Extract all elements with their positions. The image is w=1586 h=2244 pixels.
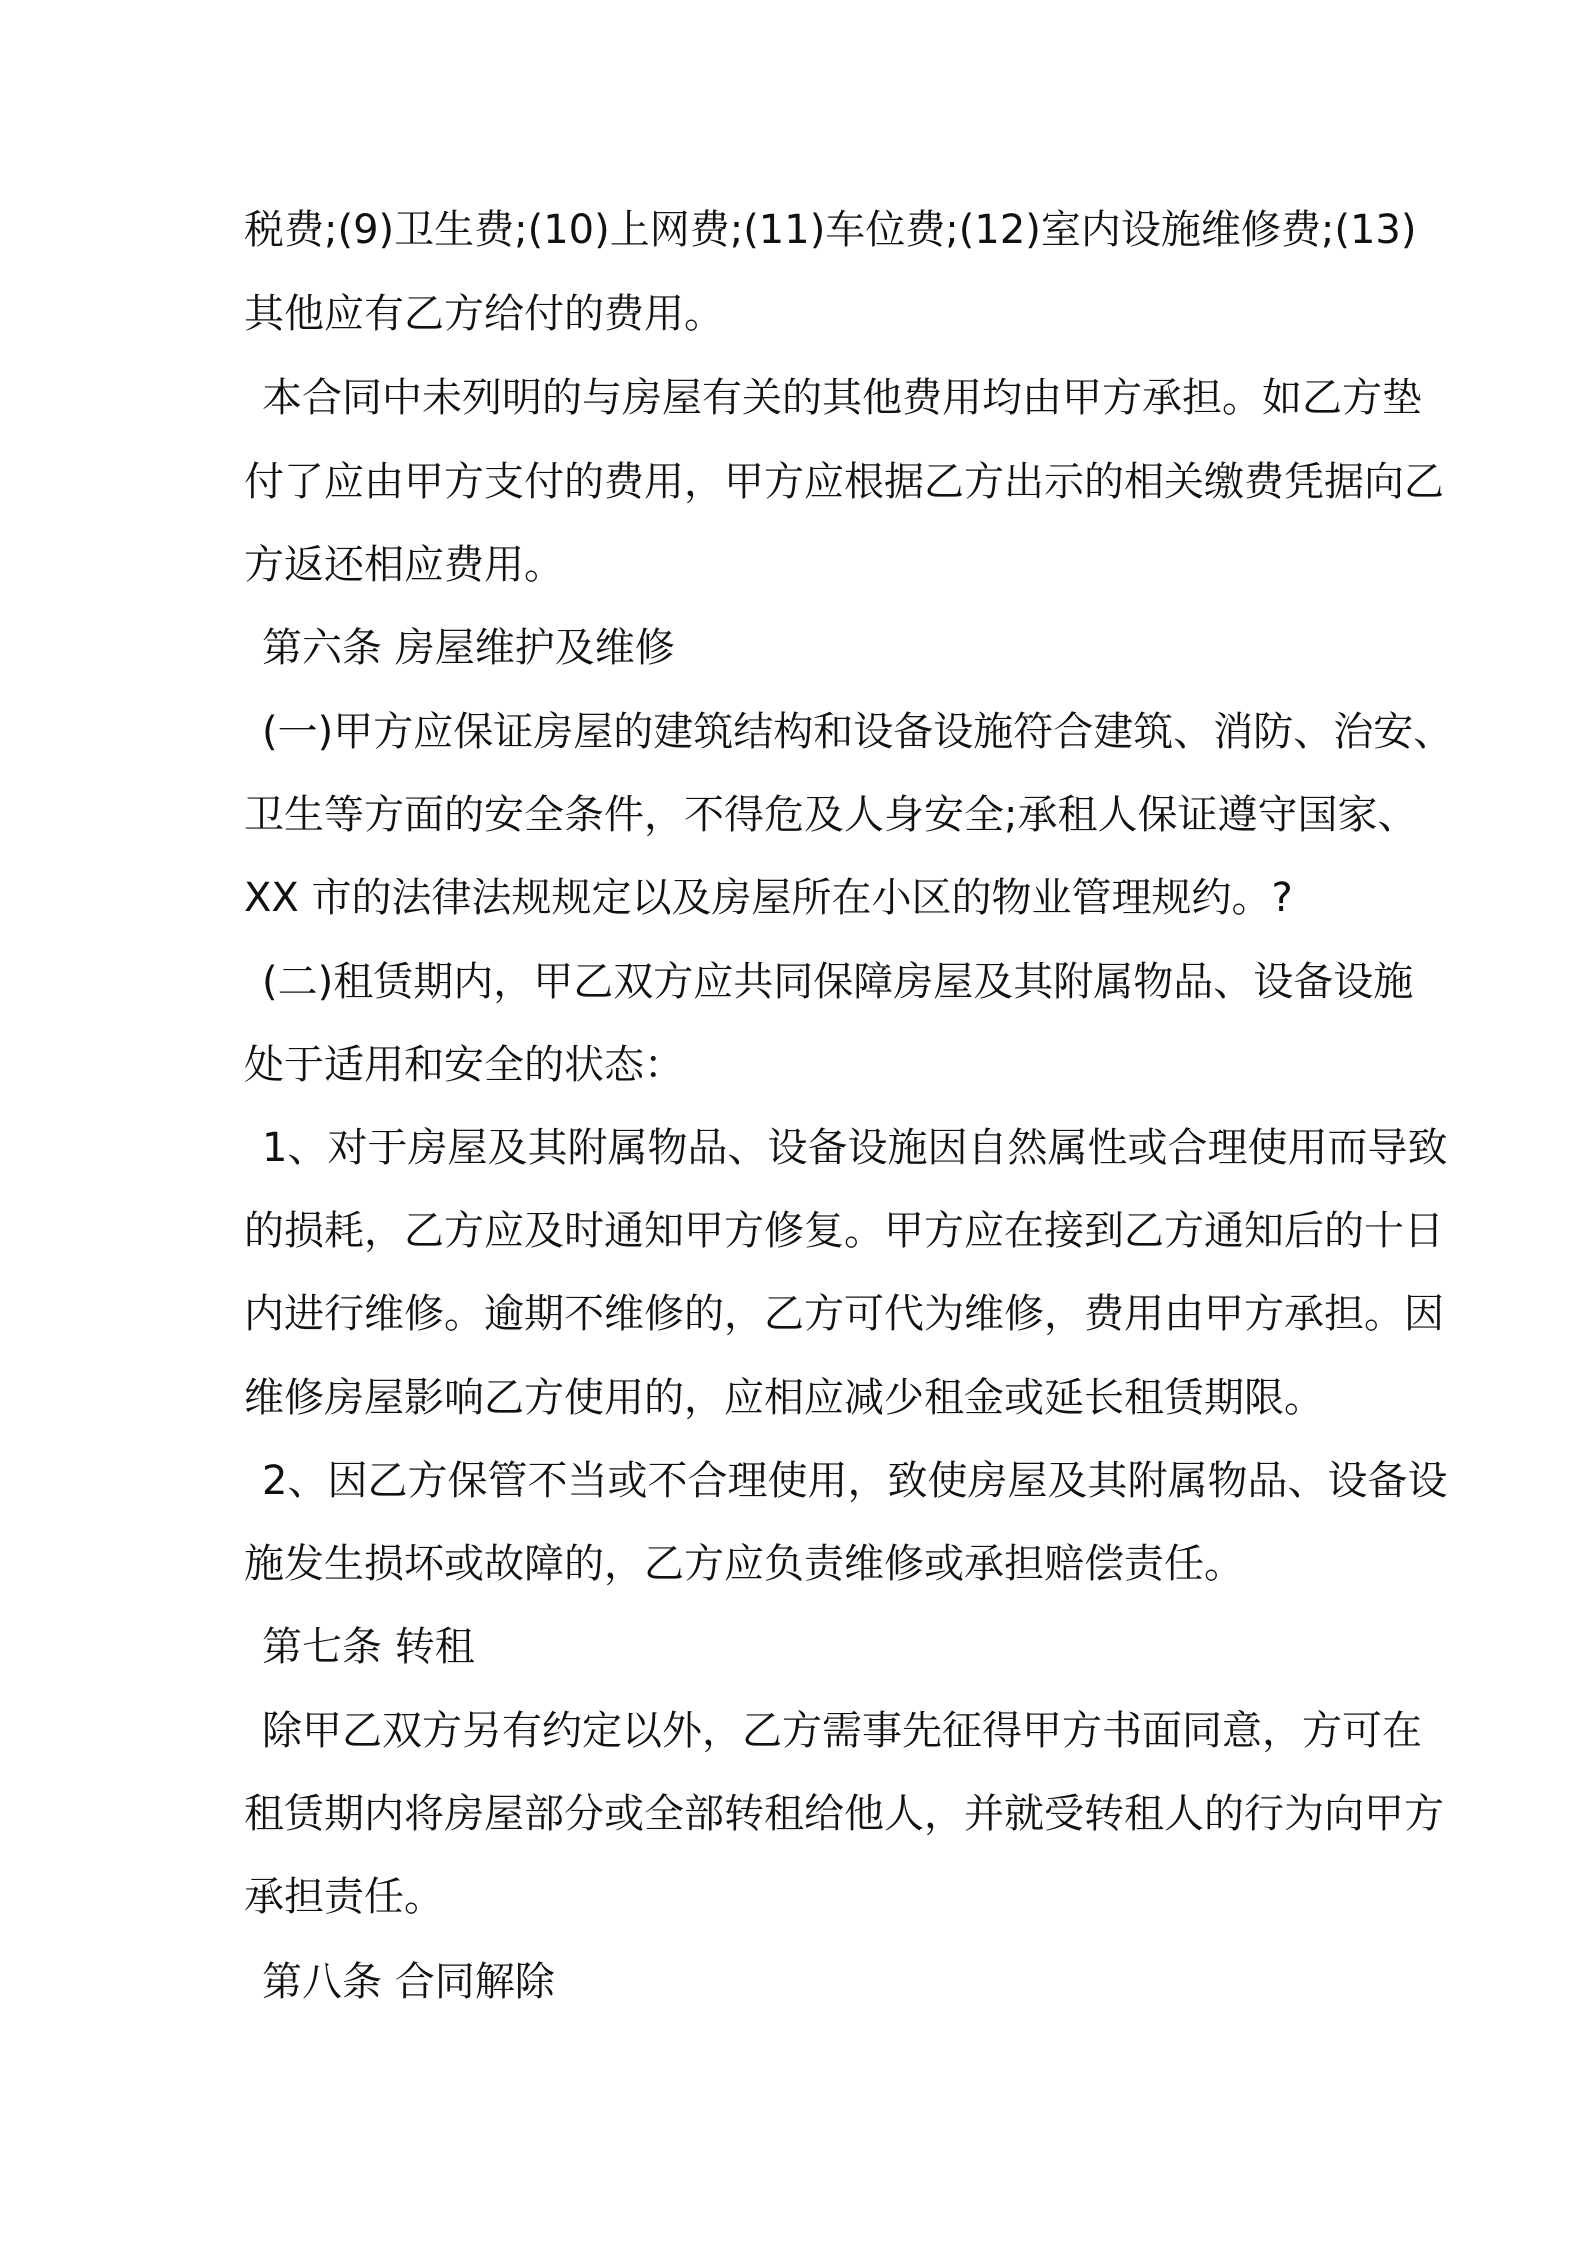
- paragraph-line: 卫生等方面的安全条件，不得危及人身安全;承租人保证遵守国家、: [244, 792, 1418, 838]
- section-heading: 第八条 合同解除: [262, 1959, 555, 2005]
- paragraph-line: 的损耗，乙方应及时通知甲方修复。甲方应在接到乙方通知后的十日: [244, 1208, 1444, 1254]
- paragraph-line: XX 市的法律法规规定以及房屋所在小区的物业管理规约。?: [244, 875, 1293, 921]
- paragraph-line: 施发生损坏或故障的，乙方应负责维修或承担赔偿责任。: [244, 1541, 1244, 1587]
- paragraph-line: 维修房屋影响乙方使用的，应相应减少租金或延长租赁期限。: [244, 1375, 1324, 1421]
- paragraph-line: 方返还相应费用。: [244, 542, 564, 588]
- paragraph-line: (一)甲方应保证房屋的建筑结构和设备设施符合建筑、消防、治安、: [262, 709, 1454, 755]
- section-heading: 第七条 转租: [262, 1624, 475, 1670]
- paragraph-line: 除甲乙双方另有约定以外，乙方需事先征得甲方书面同意，方可在: [262, 1708, 1422, 1754]
- paragraph-line: 租赁期内将房屋部分或全部转租给他人，并就受转租人的行为向甲方: [244, 1791, 1444, 1837]
- paragraph-line: 内进行维修。逾期不维修的，乙方可代为维修，费用由甲方承担。因: [244, 1291, 1444, 1337]
- paragraph-line: 付了应由甲方支付的费用，甲方应根据乙方出示的相关缴费凭据向乙: [244, 459, 1444, 505]
- paragraph-line: 2、因乙方保管不当或不合理使用，致使房屋及其附属物品、设备设: [262, 1458, 1448, 1504]
- section-heading: 第六条 房屋维护及维修: [262, 625, 675, 671]
- paragraph-line: 承担责任。: [244, 1874, 444, 1920]
- paragraph-line: (二)租赁期内，甲乙双方应共同保障房屋及其附属物品、设备设施: [262, 959, 1414, 1005]
- paragraph-line: 其他应有乙方给付的费用。: [244, 291, 724, 337]
- paragraph-line: 本合同中未列明的与房屋有关的其他费用均由甲方承担。如乙方垫: [262, 375, 1422, 421]
- paragraph-line: 税费;(9)卫生费;(10)上网费;(11)车位费;(12)室内设施维修费;(13): [244, 207, 1417, 253]
- paragraph-line: 1、对于房屋及其附属物品、设备设施因自然属性或合理使用而导致: [262, 1125, 1448, 1171]
- paragraph-line: 处于适用和安全的状态：: [244, 1042, 684, 1088]
